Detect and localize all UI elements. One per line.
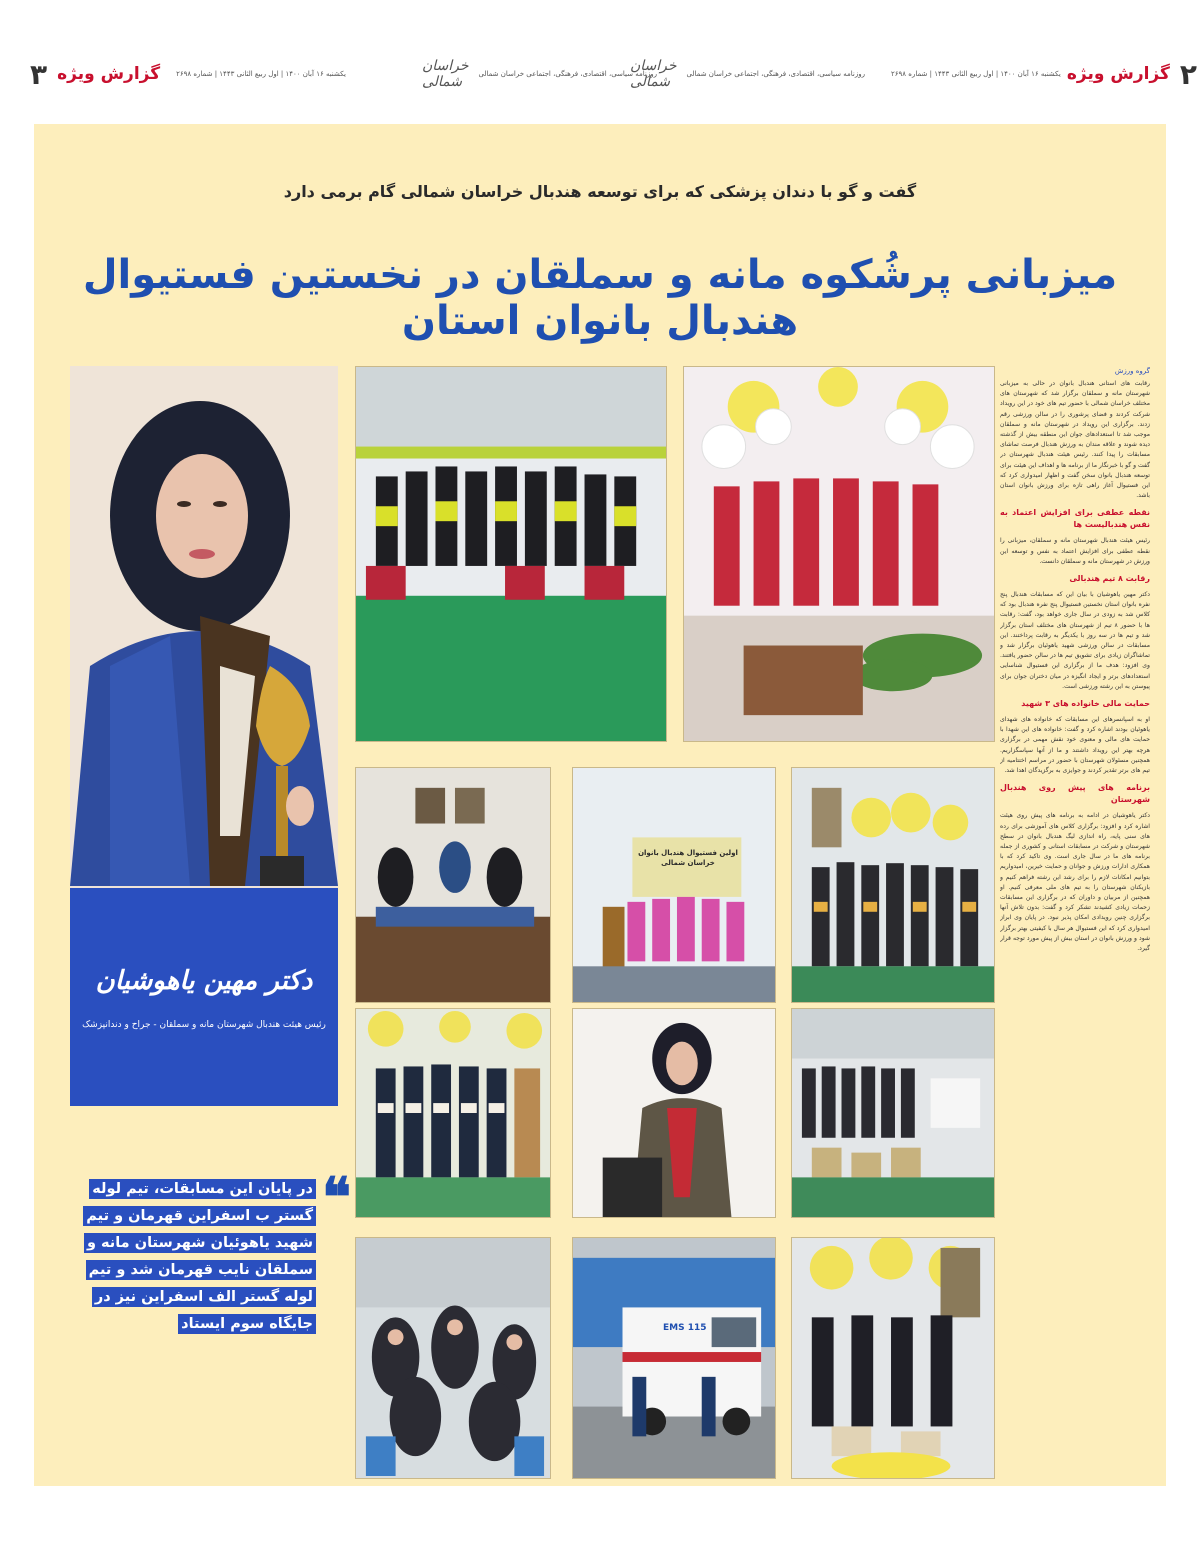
photo-award-ceremony — [791, 767, 995, 1003]
issue-line-right: یکشنبه ۱۶ آبان ۱۴۰۰ | اول ربیع الثانی ۱۴۴۳ | شماره ۲۶۹۸ — [891, 70, 1061, 78]
section-body-4: دکتر یاهوشیان در ادامه به برنامه های پیش روی هیئت اشاره کرد و افزود: برگزاری کلاس های آموزشی برای رده های سنی پایه، راه اندازی لیگ هندبال بانوان در سطح شهرستان و شرکت در مسابقات استانی و کشوری از جمله برنامه های ما در سال جاری است. وی تاکید کرد که با همکاری ادارات ورزش و جوانان و حمایت خیرین، امیدواریم بتوانیم امکانات لازم را برای رشد این رشته فراهم کنیم و بازیکنان شهرستان را به تیم های ملی معرفی کنیم. او همچنین از مربیان و داوران که در برگزاری این مسابقات زحمات زیادی کشیدند تشکر کرد و گفت: بدون تلاش آنها برگزاری چنین رویدادی امکان پذیر نبود. در پایان وی ابراز امیدواری کرد که این فستیوال هر سال با کیفیتی بهتر برگزار شود و ورزش بانوان در استان بیش از پیش مورد توجه قرار گیرد. — [1000, 812, 1150, 952]
page-number-left: ۳ — [30, 57, 48, 91]
issue-line-left: یکشنبه ۱۶ آبان ۱۴۰۰ | اول ربیع الثانی ۱۴۴۳ | شماره ۲۶۹۸ — [176, 70, 346, 78]
logo-text-left: خراسان شمالی — [421, 58, 469, 90]
article-text-column — [1000, 367, 1150, 1477]
pull-quote-text: در پایان این مسابقات، تیم لوله گستر ب اسفراین قهرمان و تیم شهید یاهوئیان شهرستان مانه و سملقان نایب قهرمان شد و تیم لوله گستر الف اسفراین نیز در جایگاه سوم ایستاد — [83, 1179, 316, 1334]
photo-meeting — [355, 767, 551, 1003]
tagline-right: روزنامه سیاسی، اقتصادی، فرهنگی، اجتماعی خراسان شمالی — [686, 70, 865, 78]
masthead-right — [614, 56, 1197, 92]
photo-girls-prizes — [355, 1008, 551, 1218]
newspaper-logo-right — [630, 58, 677, 90]
photo-stage-group — [683, 366, 995, 742]
section-title-left: گزارش ویژه — [57, 64, 161, 84]
section-heading-2: رقابت ۸ تیم هندبالی — [1069, 574, 1150, 584]
portrait-caption — [70, 888, 338, 1106]
masthead-left — [30, 56, 657, 92]
photo-interview — [572, 1008, 776, 1218]
photo-banner-label: اولین فستیوال هندبال بانوان خراسان شمالی — [638, 849, 738, 867]
section-body-2: دکتر مهین یاهوشیان با بیان این که مسابقات هندبال پنج نفره بانوان استان نخستین فستیوال پنج نفره هندبال بود که کلاس شد به زودی در سال جاری خواهد بود، گفت: رقابت ها با حضور ۸ تیم از شهرستان های مختلف استان برگزار شد و تیم ها در سه روز با یکدیگر به رقابت پرداختند. این مسابقات در سالن ورزشی شهید یاهوئیان برگزار شد و تماشاگران زیادی برای تشویق تیم ها در سالن حضور یافتند. وی افزود: هدف ما از برگزاری این فستیوال شناسایی استعدادهای برتر و ایجاد انگیزه در میان دختران جوان برای پیوستن به این رشته ورزشی است. — [1000, 591, 1150, 690]
photo-spectators — [355, 1237, 551, 1479]
page-number-right: ۲ — [1179, 57, 1197, 91]
quote-mark-icon: ❝ — [322, 1165, 352, 1229]
section-body-3: او به اسپانسرهای این مسابقات که خانواده های شهدای یاهوئیان بودند اشاره کرد و گفت: خانواده های این شهدا با حمایت های مالی و معنوی خود نقش مهمی در برگزاری هرچه بهتر این رویداد داشتند و ما از آنها سپاسگزاریم. همچنین مسئولان شهرستان با حضور در مراسم اختتامیه از تیم های برتر تقدیر کردند و جوایزی به برگزیدگان اهدا شد. — [1000, 716, 1150, 775]
tagline-left: روزنامه سیاسی، اقتصادی، فرهنگی، اجتماعی خراسان شمالی — [478, 70, 657, 78]
portrait-feature — [70, 366, 338, 1106]
photo-team-lineup — [355, 366, 667, 742]
portrait-role: رئیس هیئت هندبال شهرستان مانه و سملقان - جراح و دندانپزشک — [82, 1020, 326, 1030]
article-headline: میزبانی پرشُکوه مانه و سملقان در نخستین فستیوال هندبال بانوان استان — [82, 252, 1118, 344]
photo-ambulance-label: EMS 115 — [663, 1323, 707, 1333]
article-intro: رقابت های استانی هندبال بانوان در حالی به میزبانی شهرستان مانه و سملقان برگزار شد که شهرستان های مختلف خراسان شمالی با حضور تیم های خود در این رویداد شرکت کردند و فضای پرشوری را در سالن ورزشی رقم زدند. برگزاری این رویداد در شهرستان مانه و سملقان موجب شد تا استعدادهای جوان این منطقه بیش از گذشته دیده شوند و علاقه مندان به ورزش هندبال فرصت تماشای مسابقات را پیدا کنند. رئیس هیئت هندبال شهرستان در گفت و گو با خبرنگار ما از برنامه ها و اهداف این هیئت برای توسعه هندبال بانوان سخن گفت و اظهار امیدواری کرد که این فستیوال آغاز راهی تازه برای ورزش بانوان استان باشد. — [1000, 380, 1150, 500]
section-title-right: گزارش ویژه — [1066, 64, 1170, 84]
article-byline: گروه ورزش — [1114, 367, 1150, 375]
photo-team-banner-hall — [791, 1008, 995, 1218]
photo-banner-team — [572, 767, 776, 1003]
newspaper-logo-left — [422, 58, 469, 90]
photo-ambulance — [572, 1237, 776, 1479]
section-heading-3: حمایت مالی خانواده های ۳ شهید — [1021, 699, 1150, 709]
portrait-name: دکتر مهین یاهوشیان — [95, 966, 313, 996]
logo-text-right: خراسان شمالی — [630, 58, 677, 90]
section-heading-4: برنامه های پیش روی هندبال شهرستان — [1000, 783, 1150, 805]
pull-quote — [70, 1176, 316, 1338]
article-panel — [34, 124, 1166, 1486]
article-kicker: گفت و گو با دندان پزشکی که برای توسعه هندبال خراسان شمالی گام برمی دارد — [283, 182, 917, 201]
photo-officials-prizes — [791, 1237, 995, 1479]
section-heading-1: نقطه عطفی برای افزایش اعتماد به نفس هندبالیست ها — [1000, 508, 1150, 530]
section-body-1: رئیس هیئت هندبال شهرستان مانه و سملقان، میزبانی را نقطه عطفی برای افزایش اعتماد به نفس و توسعه این ورزش در شهرستان مانه و سملقان دانست. — [1000, 537, 1150, 565]
